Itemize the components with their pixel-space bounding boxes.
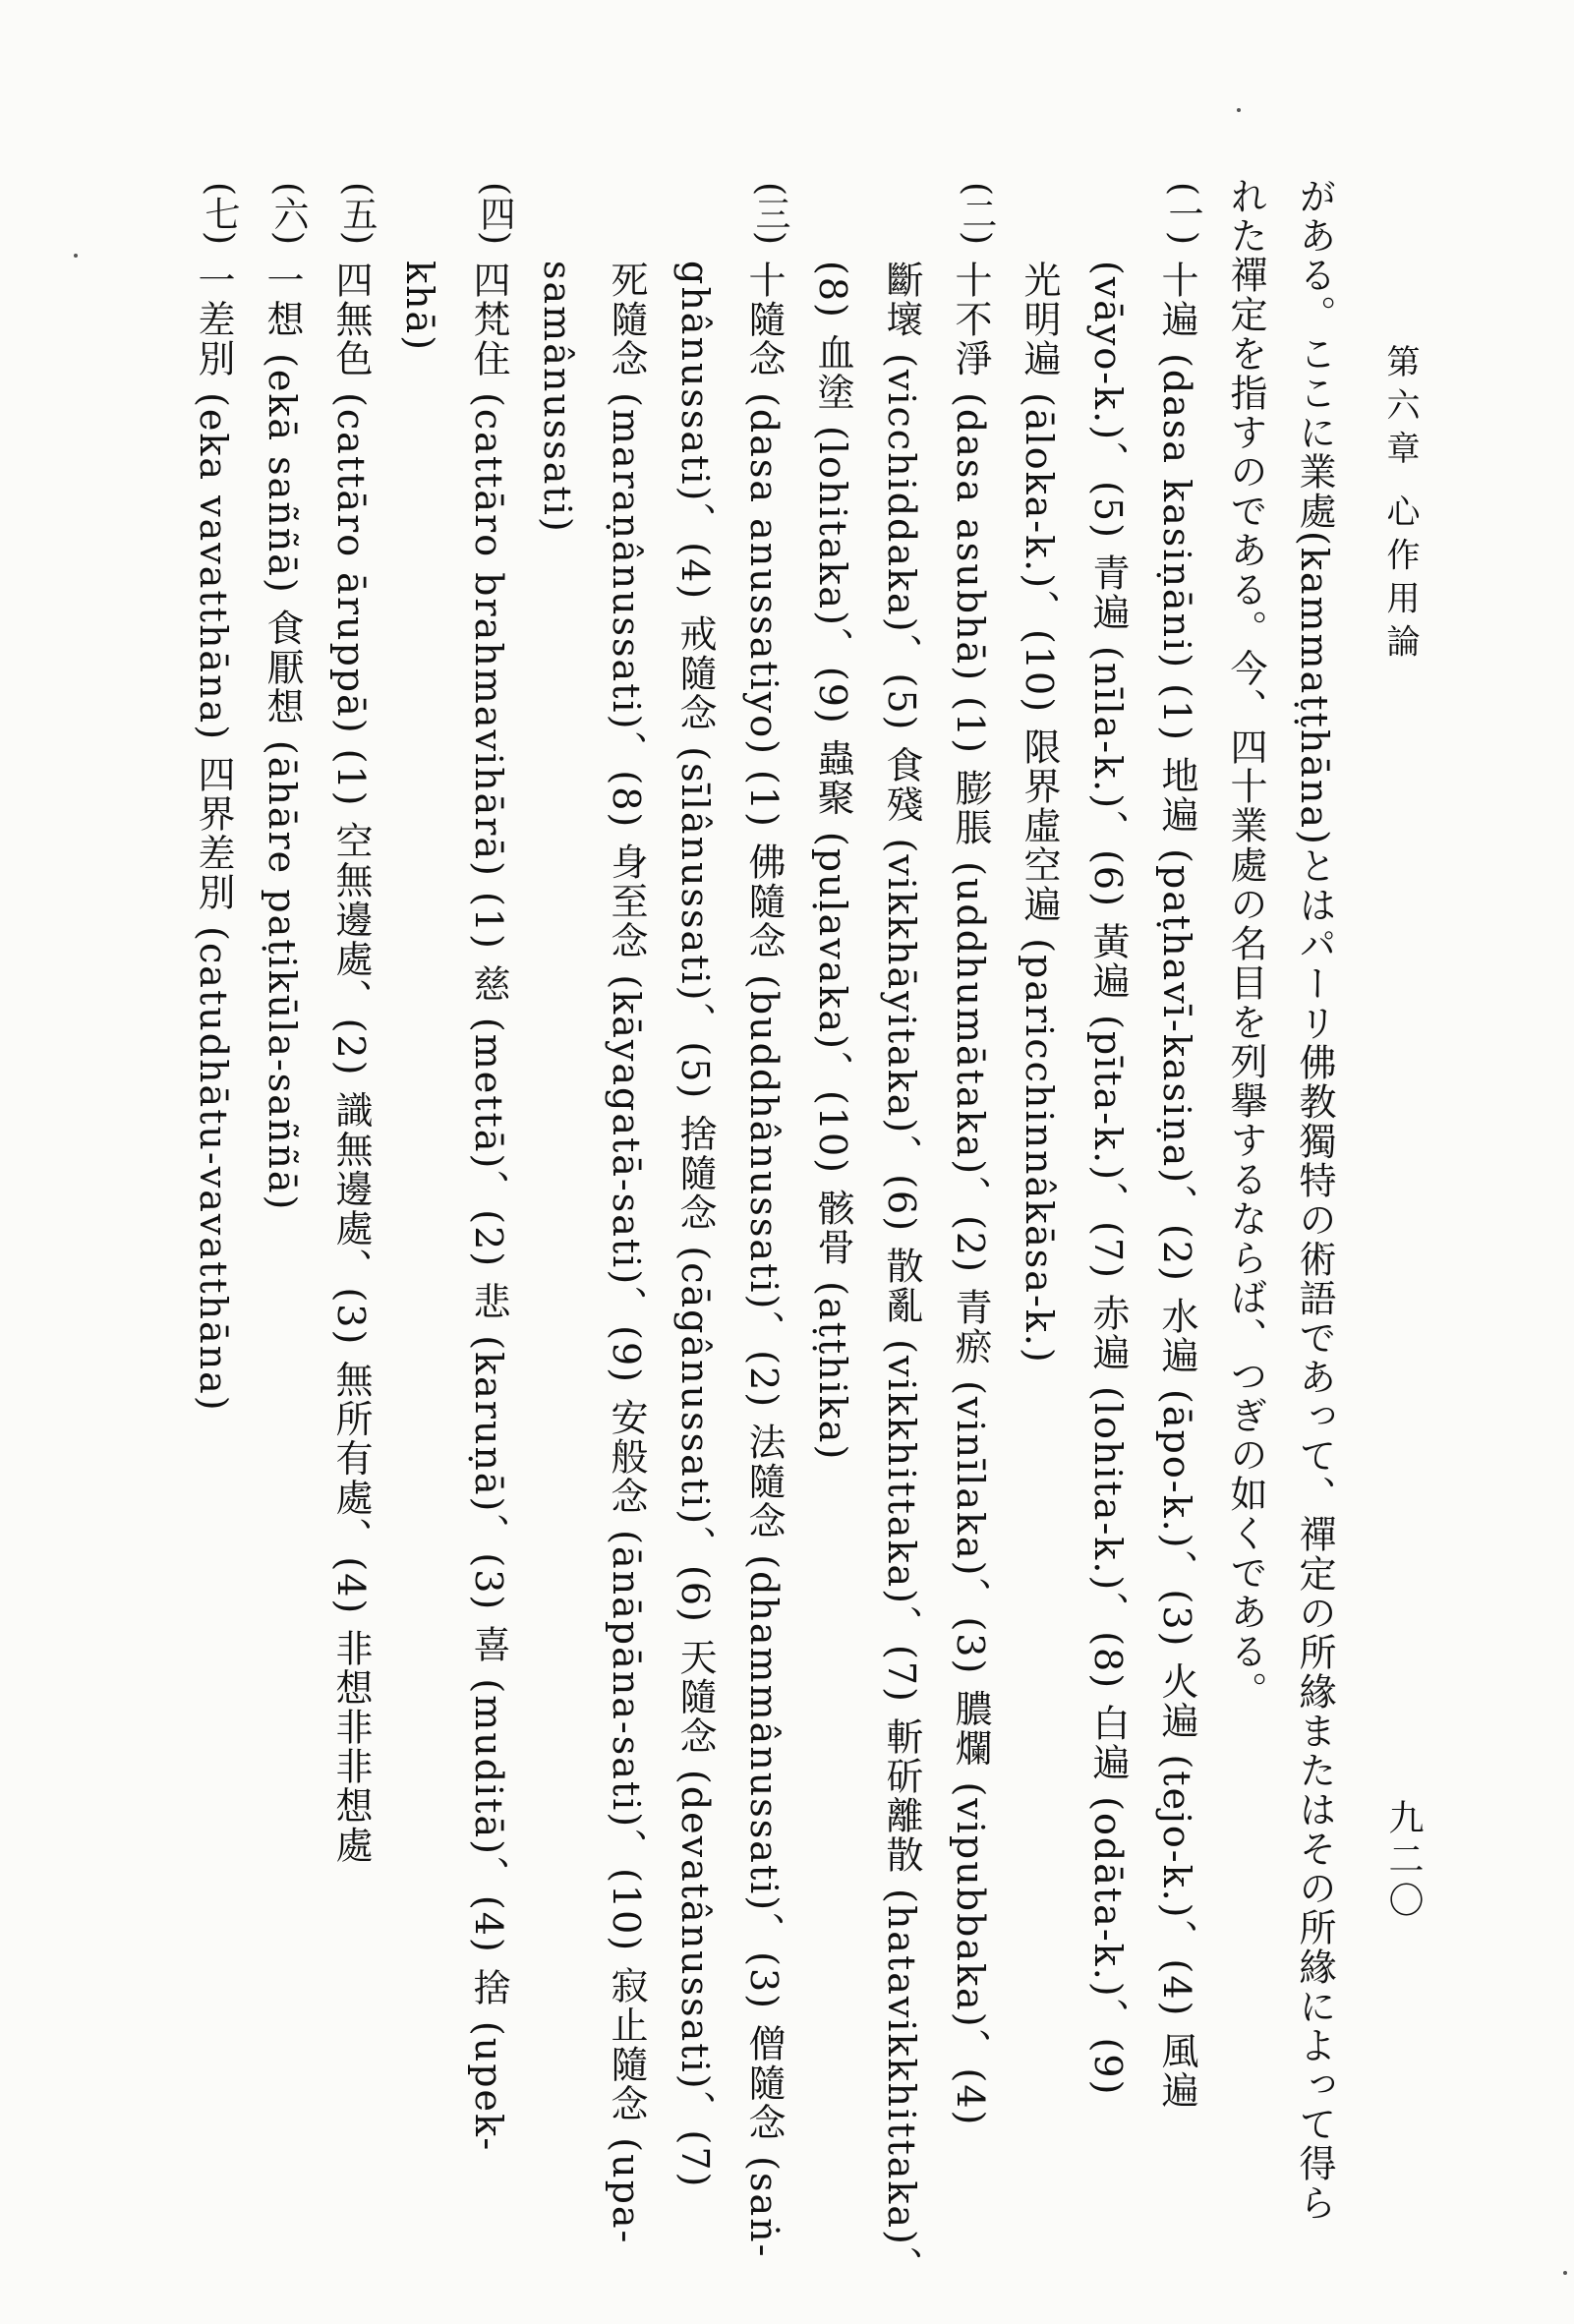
page-number: 九二〇	[1383, 1799, 1424, 1923]
section-marker-4: (四)	[475, 182, 515, 246]
scan-speck	[74, 254, 78, 258]
section-3-line-4: samânussati)	[536, 261, 579, 534]
section-3-line-2: ghânussati)、(4) 戒隨念 (sīlânussati)、(5) 捨隨念 (cāgânussati)、(6) 天隨念 (devatânussati)、(7)	[673, 261, 717, 2189]
section-marker-2: (二)	[957, 182, 997, 246]
scan-speck	[1237, 108, 1241, 112]
intro-line-1: がある。ここに業處(kammaṭṭhāna)とはパーリ佛教獨特の術語であって、禪定の所緣またはその所緣によって得ら	[1293, 177, 1336, 2223]
intro-line-2: れた禪定を指すのである。今、四十業處の名目を列擧するならば、つぎの如くである。	[1224, 177, 1267, 1711]
section-1-line-2: (vāyo-k.)、(5) 青遍 (nīla-k.)、(6) 黃遍 (pīta-k.)、(7) 赤遍 (lohita-k.)、(8) 白遍 (odāta-k.)、(9)	[1086, 261, 1130, 2097]
section-2-line-2: 斷壞 (vicchiddaka)、(5) 食殘 (vikkhāyitaka)、(6) 散亂 (vikkhittaka)、(7) 斬斫離散 (hatavikkhittaka)、	[880, 261, 923, 2286]
section-marker-5: (五)	[337, 182, 378, 246]
section-marker-7: (七)	[200, 182, 240, 246]
section-5-line-1: 四無色 (cattāro āruppā) (1) 空無邊處、(2) 識無邊處、(3) 無所有處、(4) 非想非非想處	[329, 261, 373, 1866]
section-3-line-3: 死隨念 (maraṇânussati)、(8) 身至念 (kāyagatā-sati)、(9) 安般念 (ānāpāna-sati)、(10) 寂止隨念 (upa-	[605, 261, 648, 2245]
section-4-line-1: 四梵住 (cattāro brahmavihārā) (1) 慈 (mettā)、(2) 悲 (karuṇā)、(3) 喜 (muditā)、(4) 捨 (upek-	[467, 261, 510, 2153]
scan-speck	[1563, 2271, 1567, 2275]
section-1-line-1: 十遍 (dasa kasiṇāni) (1) 地遍 (paṭhavī-kasiṇa)、(2) 水遍 (āpo-k.)、(3) 火遍 (tejo-k.)、(4) 風遍	[1155, 261, 1198, 2111]
section-3-line-1: 十隨念 (dasa anussatiyo) (1) 佛隨念 (buddhânussati)、(2) 法隨念 (dhammânussati)、(3) 僧隨念 (saṅ-	[742, 261, 786, 2259]
section-marker-3: (三)	[750, 182, 790, 246]
section-1-line-3: 光明遍 (āloka-k.)、(10) 限界虛空遍 (paricchinnâkāsa-k.)	[1018, 261, 1061, 1365]
section-2-line-1: 十不淨 (dasa asubhā) (1) 膨脹 (uddhumātaka)、(2) 青瘀 (vinīlaka)、(3) 膿爛 (vipubbaka)、(4)	[949, 261, 992, 2127]
section-4-line-2: khā)	[398, 261, 441, 352]
section-2-line-3: (8) 血塗 (lohitaka)、(9) 蟲聚 (puḷavaka)、(10) 骸骨 (aṭṭhika)	[811, 261, 854, 1462]
section-marker-1: (一)	[1163, 182, 1203, 246]
section-marker-6: (六)	[268, 182, 309, 246]
section-6-line-1: 一想 (ekā saññā) 食厭想 (āhāre paṭikūla-saññā)	[261, 261, 304, 1212]
running-title: 第六章 心作用論	[1380, 344, 1420, 668]
section-7-line-1: 一差別 (eka vavatthāna) 四界差別 (catudhātu-vavatthāna)	[192, 261, 235, 1413]
